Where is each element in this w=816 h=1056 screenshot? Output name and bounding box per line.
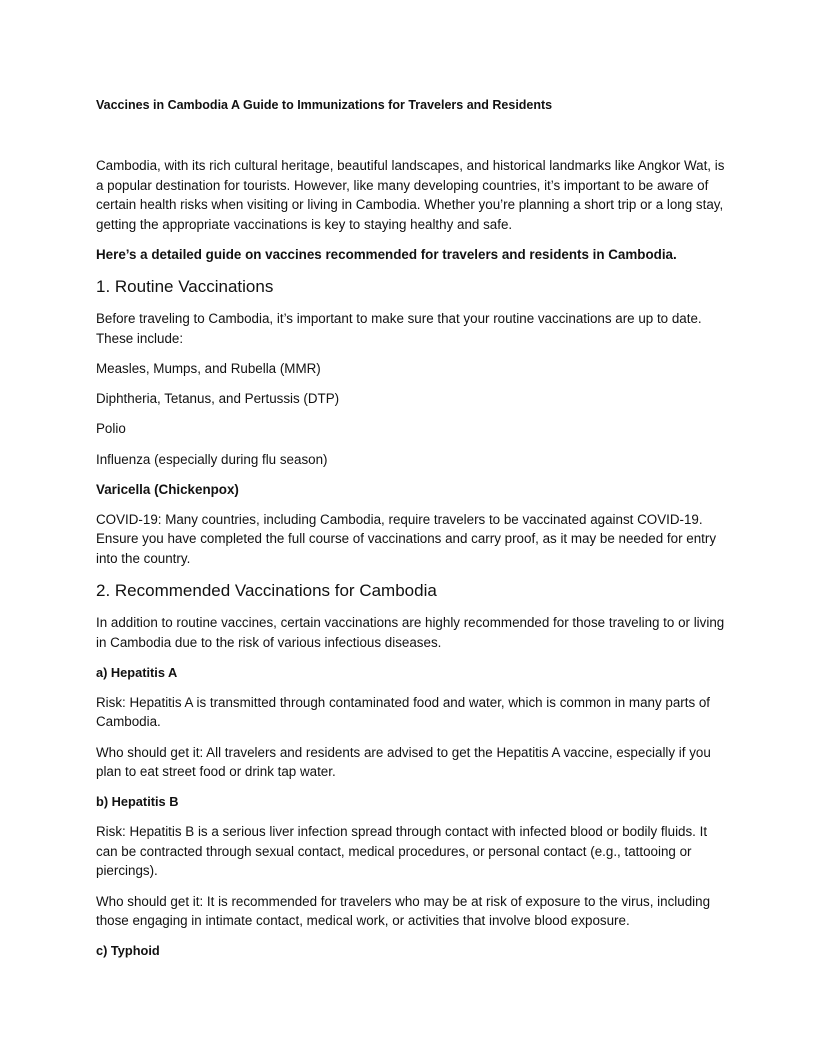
document-page [96, 96, 728, 971]
routine-intro: Before traveling to Cambodia, it’s important to make sure that your routine vaccinations are up to date. These include: [96, 311, 702, 346]
hepatitis-b-who: Who should get it: It is recommended for travelers who may be at risk of exposure to the virus, including those engaging in intimate contact, medical work, or activities that involve blood exposure. [96, 893, 711, 929]
routine-item-polio: Polio [96, 421, 126, 437]
hepatitis-a-who: Who should get it: All travelers and residents are advised to get the Hepatitis A vaccine, especially if you plan to eat street food or drink tap water. [96, 744, 711, 780]
recommended-intro: In addition to routine vaccines, certain vaccinations are highly recommended for those traveling to or living in Cambodia due to the risk of various infectious diseases. [96, 615, 725, 650]
subheading-hepatitis-b: b) Hepatitis B [96, 794, 179, 810]
routine-item-mmr: Measles, Mumps, and Rubella (MMR) [96, 360, 321, 376]
subheading-hepatitis-a: a) Hepatitis A [96, 665, 178, 681]
section-heading-routine: 1. Routine Vaccinations [96, 277, 274, 297]
routine-item-varicella: Varicella (Chickenpox) [96, 481, 239, 497]
hepatitis-a-risk: Risk: Hepatitis A is transmitted through contaminated food and water, which is common in many parts of Cambodia. [96, 694, 711, 730]
document-title: Vaccines in Cambodia A Guide to Immunizations for Travelers and Residents [96, 98, 553, 112]
section-heading-recommended: 2. Recommended Vaccinations for Cambodia [96, 581, 437, 601]
routine-item-influenza: Influenza (especially during flu season) [96, 451, 328, 467]
lead-paragraph: Here’s a detailed guide on vaccines recommended for travelers and residents in Cambodia. [96, 246, 677, 262]
routine-item-dtp: Diphtheria, Tetanus, and Pertussis (DTP) [96, 391, 340, 407]
subheading-typhoid: c) Typhoid [96, 943, 160, 959]
covid-paragraph: COVID-19: Many countries, including Cambodia, require travelers to be vaccinated against COVID-19. Ensure you have completed the full course of vaccinations and carry proof, as it may be needed for entry into the country. [96, 511, 717, 567]
intro-paragraph: Cambodia, with its rich cultural heritage, beautiful landscapes, and historical landmarks like Angkor Wat, is a popular destination for tourists. However, like many developing countries, it’s important to be aware of certain health risks when visiting or living in Cambodia. Whether you’re planning a short trip or a long stay, getting the appropriate vaccinations is key to staying healthy and safe. [96, 158, 725, 232]
hepatitis-b-risk: Risk: Hepatitis B is a serious liver infection spread through contact with infected blood or bodily fluids. It can be contracted through sexual contact, medical procedures, or personal contact (e.g., tattooing or piercings). [96, 824, 708, 879]
